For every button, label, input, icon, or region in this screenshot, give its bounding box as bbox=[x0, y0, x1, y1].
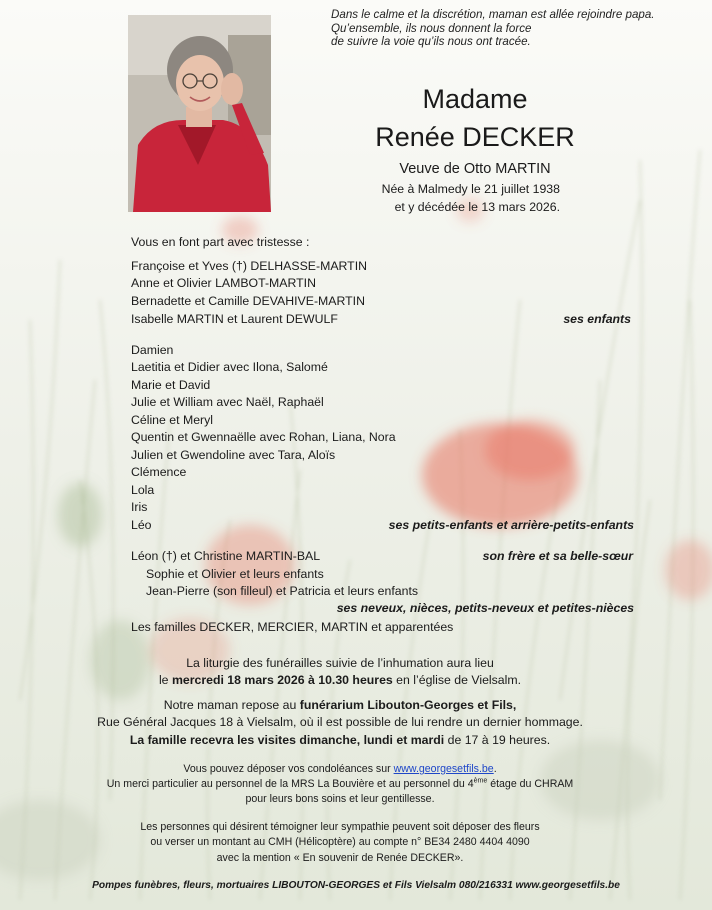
visiting-hours: de 17 à 19 heures. bbox=[444, 733, 551, 747]
condolences-text: . bbox=[493, 763, 497, 775]
funeral-date: mercredi 18 mars 2026 à 10.30 heures bbox=[171, 673, 393, 687]
address-line: Rue Général Jacques 18 à Vielsalm, où il est possible de lui rendre un dernier hommage. bbox=[97, 715, 583, 729]
funerarium-line bbox=[60, 698, 620, 712]
condolences-text: Vous pouvez déposer vos condoléances sur bbox=[183, 763, 394, 775]
visiting-hours-line bbox=[60, 733, 620, 747]
funeral-text: en l’église de Vielsalm. bbox=[392, 673, 522, 687]
family-line: Léon (†) et Christine MARTIN-BAL bbox=[131, 549, 321, 563]
visiting-days: La famille recevra les visites dimanche, lundi et mardi bbox=[129, 733, 445, 747]
quote-line: Qu’ensemble, ils nous donnent la force bbox=[331, 21, 532, 35]
family-line: Marie et David bbox=[131, 378, 211, 392]
family-line: Clémence bbox=[131, 465, 187, 479]
family-line: Quentin et Gwennaëlle avec Rohan, Liana, Nora bbox=[131, 430, 396, 444]
family-line: Céline et Meryl bbox=[131, 413, 214, 427]
donation-line: Les personnes qui désirent témoigner leur sympathie peuvent soit déposer des fleurs bbox=[140, 821, 540, 833]
funeral-text: le bbox=[158, 673, 172, 687]
deceased-title: Madame bbox=[422, 84, 528, 114]
family-line: Bernadette et Camille DEVAHIVE-MARTIN bbox=[131, 294, 365, 308]
nephews-role: ses neveux, nièces, petits-neveux et petites-nièces bbox=[336, 601, 634, 615]
thanks-text: Un merci particulier au personnel de la MRS La Bouvière et au personnel du 4 bbox=[106, 778, 474, 790]
grandchildren-role: ses petits-enfants et arrière-petits-enfants bbox=[388, 518, 634, 532]
children-role: ses enfants bbox=[563, 312, 631, 326]
family-line: Jean-Pierre (son filleul) et Patricia et leurs enfants bbox=[146, 584, 419, 598]
thanks-text: étage du CHRAM bbox=[487, 778, 574, 790]
portrait-photo bbox=[128, 15, 271, 212]
death-line: et y décédée le 13 mars 2026. bbox=[394, 199, 560, 214]
family-line: Julien et Gwendoline avec Tara, Aloïs bbox=[131, 448, 336, 462]
ordinal-suffix: ème bbox=[473, 777, 488, 785]
sibling-role: son frère et sa belle-sœur bbox=[482, 549, 633, 563]
visit-text: Notre maman repose au bbox=[163, 698, 300, 712]
widow-line: Veuve de Otto MARTIN bbox=[399, 161, 551, 177]
birth-death-dates bbox=[382, 181, 560, 216]
family-line: Julie et William avec Naël, Raphaël bbox=[131, 395, 324, 409]
family-line: Lola bbox=[131, 483, 155, 497]
condolences-link[interactable]: www.georgesetfils.be bbox=[393, 763, 494, 775]
quote-line: Dans le calme et la discrétion, maman est allée rejoindre papa. bbox=[331, 8, 655, 21]
families-line: Les familles DECKER, MERCIER, MARTIN et apparentées bbox=[131, 620, 454, 634]
birth-line: Née à Malmedy le 21 juillet 1938 bbox=[381, 182, 560, 196]
thanks-line: pour leurs bons soins et leur gentillesse. bbox=[245, 793, 435, 805]
quote-line: de suivre la voie qu’ils nous ont tracée. bbox=[331, 35, 531, 49]
family-line: Iris bbox=[131, 500, 148, 514]
funeral-date-line bbox=[60, 673, 620, 687]
condolences-line bbox=[60, 763, 620, 775]
family-line: Damien bbox=[131, 343, 174, 357]
family-line: Anne et Olivier LAMBOT-MARTIN bbox=[131, 276, 316, 290]
intro-text: Vous en font part avec tristesse : bbox=[131, 235, 310, 249]
deceased-name: Renée DECKER bbox=[375, 122, 575, 152]
funeral-line: La liturgie des funérailles suivie de l’inhumation aura lieu bbox=[186, 656, 494, 670]
family-line: Isabelle MARTIN et Laurent DEWULF bbox=[131, 312, 338, 326]
family-line: Laetitia et Didier avec Ilona, Salomé bbox=[131, 360, 328, 374]
family-line: Léo bbox=[131, 518, 152, 532]
thanks-line bbox=[60, 778, 620, 790]
funerarium-name: funérarium Libouton-Georges et Fils, bbox=[299, 698, 517, 712]
family-line: Sophie et Olivier et leurs enfants bbox=[146, 567, 324, 581]
footer-credits: Pompes funèbres, fleurs, mortuaires LIBOUTON-GEORGES et Fils Vielsalm 080/216331 www.georgesetfils.be bbox=[92, 880, 620, 891]
donation-line: avec la mention « En souvenir de Renée DECKER». bbox=[216, 852, 464, 864]
donation-line: ou verser un montant au CMH (Hélicoptère) au compte n° BE34 2480 4404 4090 bbox=[150, 836, 530, 848]
family-line: Françoise et Yves (†) DELHASSE-MARTIN bbox=[131, 259, 367, 273]
opening-quote bbox=[331, 8, 701, 49]
